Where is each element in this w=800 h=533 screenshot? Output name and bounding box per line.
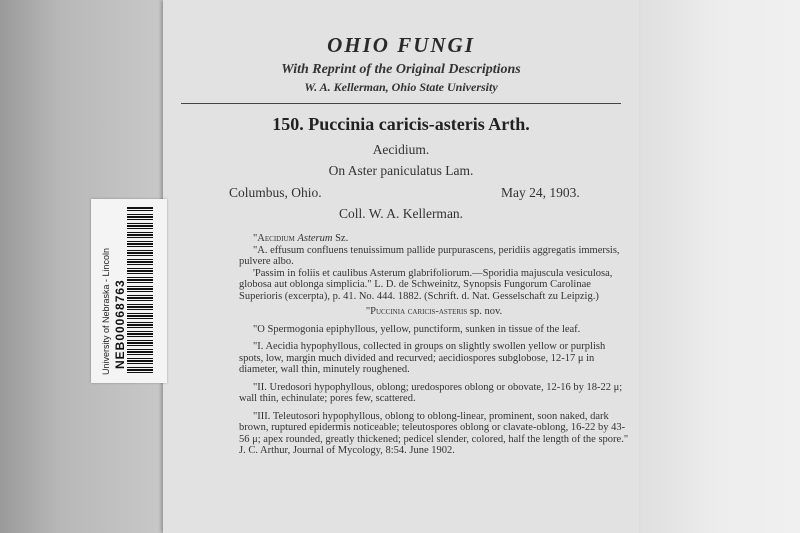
barcode-label <box>91 199 167 383</box>
host: On Aster paniculatus Lam. <box>328 163 474 178</box>
description-paragraph: "I. Aecidia hypophyllous, collected in groups on slightly swollen yellow or purplish spots, low, margin much divided and recurved; aecidiospores subglobose, 12-17 μ in diameter, wall thin, minutely roughened. <box>239 341 606 375</box>
description-puccinia <box>239 306 629 457</box>
barcode-number: NEB00068763 <box>113 279 127 369</box>
description-paragraph: 'Passim in foliis et caulibus Asterum glabrifoliorum.—Sporidia majuscula vesiculosa, globosa aut oblonga simplicia." L. D. de Schweinitz, Synopsis Fungorum Carolinae Superioris (excerpta), p. 41. No. 444. 1882. (Schrift. d. Nat. Gesselschaft zu Leipzig.) <box>239 267 613 302</box>
specimen-number: 150. <box>272 114 304 134</box>
institution-name: University of Nebraska - Lincoln <box>101 247 111 375</box>
stage: Aecidium. <box>372 142 430 157</box>
header-divider <box>181 103 621 104</box>
label-title: OHIO FUNGI <box>327 33 475 57</box>
label-affiliation: W. A. Kellerman, Ohio State University <box>304 80 498 94</box>
collector: Coll. W. A. Kellerman. <box>338 206 464 221</box>
barcode-bars <box>127 207 153 375</box>
description-paragraph: "II. Uredosori hypophyllous, oblong; uredospores oblong or obovate, 12-16 by 18-22 μ; wall thin, echinulate; pores few, scattered. <box>239 381 623 404</box>
description-paragraph: "O Spermogonia epiphyllous, yellow, punctiform, sunken in tissue of the leaf. <box>253 323 581 335</box>
description-paragraph: "III. Teleutosori hypophyllous, oblong to oblong-linear, prominent, soon naked, dark brown, ruptured epidermis noticeable; teleutospores oblong or clavate-oblong, 16-22 by 43-56 μ; apex rounded, greatly thickened; pedicel slender, colored, half the length of the spore." J. C. Arthur, Journal of Mycology, 8:54. June 1902. <box>239 410 629 456</box>
collection-date: May 24, 1903. <box>501 185 580 200</box>
description-aecidium <box>239 233 629 302</box>
specimen-label <box>163 0 639 533</box>
species-name: Puccinia caricis-asteris Arth. <box>308 114 530 134</box>
description-paragraph: "A. effusum confluens tenuissimum pallide purpurascens, peridiis aggregatis immersis, pulvere albo. <box>239 244 620 267</box>
label-subtitle: With Reprint of the Original Descriptions <box>281 62 521 77</box>
species-heading <box>163 114 639 135</box>
locality: Columbus, Ohio. <box>229 185 322 200</box>
aecidium-heading: "Aecidium Asterum Sz. <box>253 233 349 244</box>
puccinia-heading: "Puccinia caricis-asteris sp. nov. <box>365 306 503 317</box>
